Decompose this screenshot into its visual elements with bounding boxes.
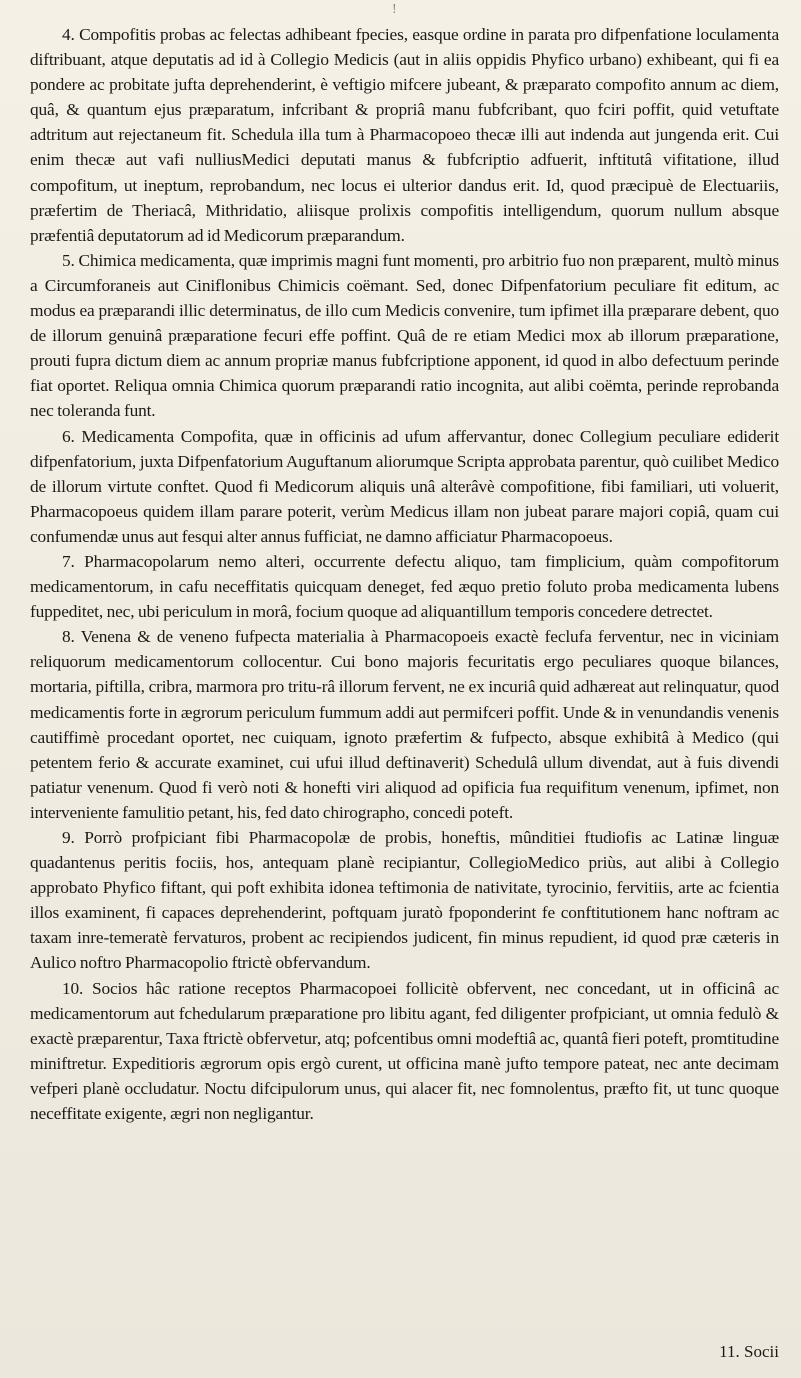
paragraph-text: Venena & de veneno fufpecta materialia à Pharmacopoeis exactè feclufa ferventur, nec in viciniam reliquorum medicamentorum collocentur. Cui bono majoris fecuritatis ergo peculiares quoque bilances, mortaria, piftilla, cribra, marmora pro tritu-râ illorum fervent, ne ex incuriâ quid adhæreat aut relinquatur, quod medicamentis forte in ægrorum periculum fummum addi aut permifceri poffit. Unde & in venundandis venenis cautiffimè procedant oportet, nec cuiquam, ignoto præfertim & fufpecto, absque exhibitâ à Medico (qui petentem ferio & accurate examinet, cui ufui illud deftinaverit) Schedulâ ullum divendat, aut à fuis divendi patiatur venenum. Quod fi verò noti & honefti viri aliquod ad opificia fua requifitum venenum, ipfimet, non interveniente famulitio petant, his, fed dato chirographo, concedi poteft. [30, 627, 780, 822]
catchword: 11. Socii [719, 1342, 779, 1361]
paragraph-text: Medicamenta Compofita, quæ in officinis ad ufum affervantur, donec Collegium peculiare ediderit difpenfatorium, juxta Difpenfatorium Auguftanum aliorumque Scripta approbata parentur, quò cuilibet Medico de illorum virtute conftet. Quod fi Medicorum aliquis unâ alterâvè compofitione, fibi familiari, uti voluerit, Pharmacopoeus quidem illam parare poterit, verùm Medicus illam non jubeat parare majori copiâ, quam cui confumendæ unus aut fesqui alter annus fufficiat, ne damno afficiatur Pharmacopoeus. [30, 426, 779, 546]
paragraph-number: 7. [62, 551, 75, 571]
paragraph-7 [30, 549, 779, 624]
paragraph-number: 5. [62, 250, 75, 270]
paragraph-9 [30, 825, 779, 976]
paragraph-8 [30, 624, 779, 825]
paragraph-text: Porrò profpiciant fibi Pharmacopolæ de probis, honeftis, mûnditiei ftudiofis ac Latinæ linguæ quadantenus peritis fociis, hos, antequam planè recipiantur, CollegioMedico priùs, aut alibi à Collegio approbato Phyfico fiftant, qui poft exhibita idonea teftimonia de nativitate, tyrocinio, fervitiis, arte ac fcientia illos examinent, fi capaces deprehenderint, poftquam juratò fpoponderint fe conftitutionem hanc noftram ac taxam inre-temeratè fervaturos, probent ac recipiendos judicent, fin minus repudient, id quod præ cæteris in Aulico noftro Pharmacopolio ftrictè obfervandum. [30, 828, 779, 973]
paragraph-number: 8. [62, 627, 75, 647]
paragraph-number: 4. [62, 25, 75, 44]
paragraph-text: Chimica medicamenta, quæ imprimis magni funt momenti, pro arbitrio fuo non præparent, multò minus a Circumforaneis aut Ciniflonibus Chimicis coëmant. Sed, donec Difpenfatorium peculiare fit editum, ac modus ea præparandi illic determinatus, de illo cum Medicis convenire, tum ipfimet illa præparare debent, quo de illorum genuinâ præparatione fecuri effe poffint. Quâ de re etiam Medici mox ab illorum præparatione, prouti fupra dictum diem ac annum propriæ manus fubfcriptione apponent, id quod in albo defectuum perinde fiat oportet. Reliqua omnia Chimica quorum præparandi ratio incognita, aut alibi coëmta, perinde reprobanda nec toleranda funt. [30, 250, 779, 421]
paragraph-number: 6. [62, 426, 75, 446]
page-top-mark: ! [392, 2, 397, 17]
paragraph-10 [30, 976, 779, 1127]
paragraph-text: Compofitis probas ac felectas adhibeant fpecies, easque ordine in parata pro difpenfatione loculamenta diftribuant, atque deputatis ad id à Collegio Medicis (aut in aliis oppidis Phyfico urbano) exhibeant, qui fi ea pondere ac probitate jufta deprehenderint, è veftigio mifcere jubeant, & præparato compofito annum ac diem, quâ, & quantum ejus præparatum, infcribant & propriâ manu fubfcribant, quo fciri poffit, quid vetuftate adtritum aut rejectaneum fit. Schedula illa tum à Pharmacopoeo thecæ illi aut indenda aut jungenda erit. Cui enim thecæ aut vafi nulliusMedici deputati manus & fubfcriptio adfuerit, inftitutâ vifitatione, illud compofitum, ut ineptum, reprobandum, nec locus ei ulterior dandus erit. Id, quod præcipuè de Electuariis, præfertim de Theriacâ, Mithridatio, aliisque prolixis compofitis intelligendum, quorum nullum absque præfentiâ deputatorum ad id Medicorum præparandum. [30, 25, 779, 245]
paragraph-text: Socios hâc ratione receptos Pharmacopoei follicitè obfervent, nec concedant, ut in officinâ ac medicamentorum aut fchedularum præparatione pro libitu agant, fed diligenter profpiciant, ut omnia fedulò & exactè præparentur, Taxa ftrictè obfervetur, atq; pofcentibus omni modeftiâ ac, quantâ fieri poteft, promtitudine miniftretur. Expeditioris ægrorum opis ergò curent, ut officina manè jufto tempore pateat, nec ante decimam vefperi planè occludatur. Noctu difcipulorum unus, qui alacer fit, nec fomnolentus, præfto fit, ut tunc quoque neceffitate exigente, ægri non negligantur. [30, 978, 780, 1124]
body-text [30, 22, 779, 1126]
paragraph-4 [30, 22, 779, 248]
paragraph-text: Pharmacopolarum nemo alteri, occurrente defectu aliquo, tam fimplicium, quàm compofitorum medicamentorum, in cafu neceffitatis quicquam deneget, fed æquo pretio foluto proba medicamenta lubens fuppeditet, nec, ubi periculum in morâ, focium quoque ad aliquantillum temporis concedere detrectet. [30, 551, 779, 622]
paragraph-number: 9. [62, 828, 75, 847]
paragraph-5 [30, 248, 779, 424]
paragraph-number: 10. [62, 978, 84, 998]
paragraph-6 [30, 424, 779, 549]
